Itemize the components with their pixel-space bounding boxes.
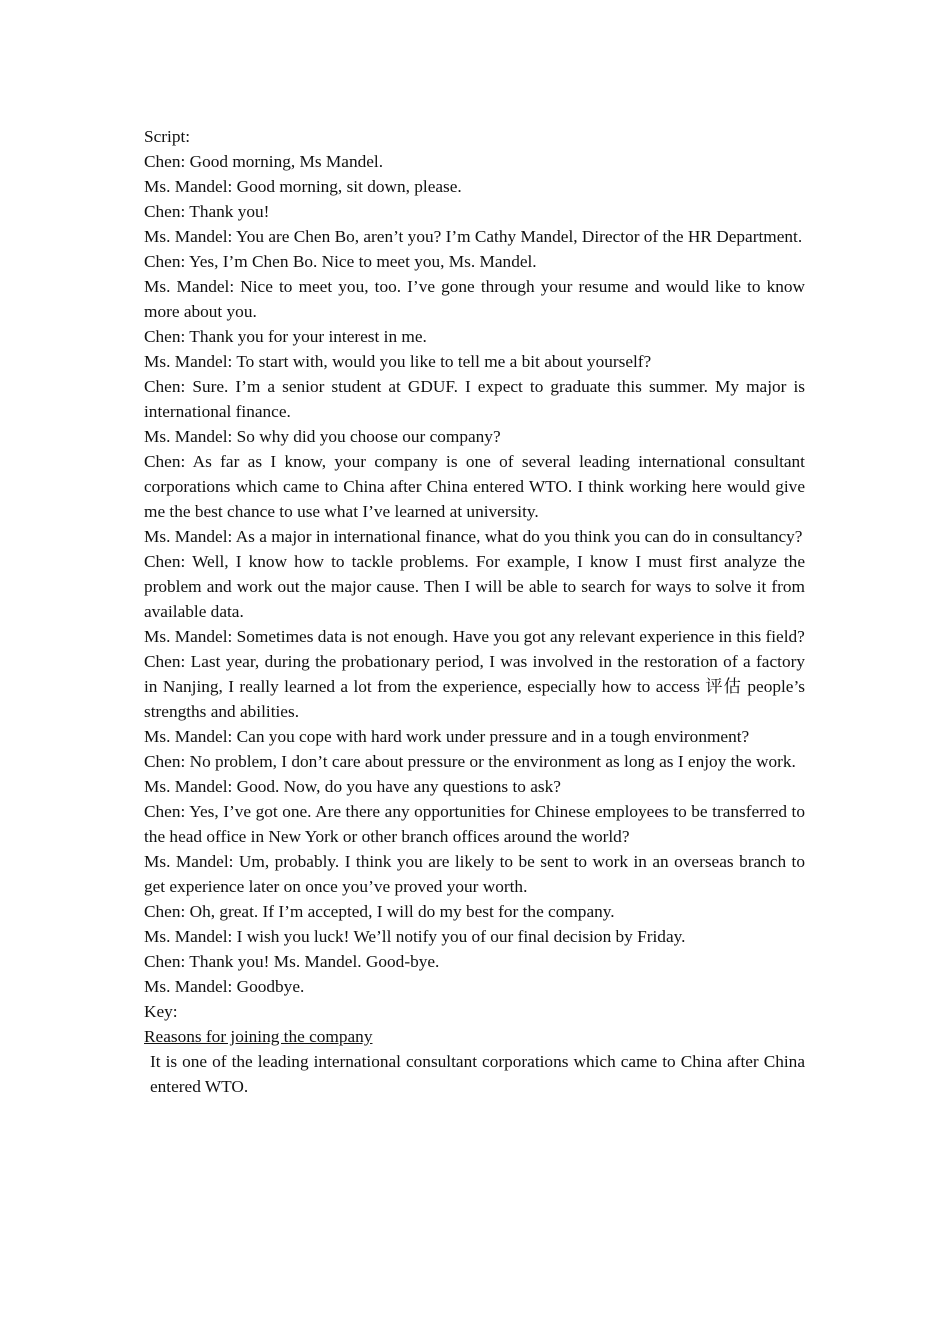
dialogue-line-9: Chen: Sure. I’m a senior student at GDUF. I expect to graduate this summer. My major is international finance. (144, 377, 805, 421)
dialogue-line-5: Chen: Yes, I’m Chen Bo. Nice to meet you, Ms. Mandel. (144, 252, 537, 271)
dialogue-line-7: Chen: Thank you for your interest in me. (144, 327, 427, 346)
dialogue-line-24: Ms. Mandel: Goodbye. (144, 977, 305, 996)
dialogue-line-16: Ms. Mandel: Can you cope with hard work under pressure and in a tough environment? (144, 727, 750, 746)
dialogue-line-18: Ms. Mandel: Good. Now, do you have any questions to ask? (144, 777, 561, 796)
dialogue-line-20: Ms. Mandel: Um, probably. I think you are likely to be sent to work in an overseas branch to get experience later on once you’ve proved your worth. (144, 852, 805, 896)
dialogue-line-21: Chen: Oh, great. If I’m accepted, I will do my best for the company. (144, 902, 615, 921)
dialogue-line-4: Ms. Mandel: You are Chen Bo, aren’t you? I’m Cathy Mandel, Director of the HR Department. (144, 227, 803, 246)
dialogue-line-8: Ms. Mandel: To start with, would you like to tell me a bit about yourself? (144, 352, 652, 371)
key-label: Key: (144, 1002, 178, 1021)
dialogue-line-12: Ms. Mandel: As a major in international finance, what do you think you can do in consultancy? (144, 527, 803, 546)
dialogue-line-23: Chen: Thank you! Ms. Mandel. Good-bye. (144, 952, 440, 971)
dialogue-line-11: Chen: As far as I know, your company is one of several leading international consultant corporations which came to China after China entered WTO. I think working here would give me the best chance to use what I’ve learned at university. (144, 452, 805, 521)
key-heading: Reasons for joining the company (144, 1027, 373, 1046)
key-text: It is one of the leading international consultant corporations which came to China after China entered WTO. (150, 1052, 805, 1096)
dialogue-line-1: Chen: Good morning, Ms Mandel. (144, 152, 384, 171)
dialogue-line-13: Chen: Well, I know how to tackle problems. For example, I know I must first analyze the problem and work out the major cause. Then I will be able to search for ways to solve it from available data. (144, 552, 805, 621)
dialogue-line-2: Ms. Mandel: Good morning, sit down, please. (144, 177, 462, 196)
dialogue-line-6: Ms. Mandel: Nice to meet you, too. I’ve gone through your resume and would like to know more about you. (144, 277, 805, 321)
document-page (144, 124, 805, 1099)
dialogue-line-14: Ms. Mandel: Sometimes data is not enough. Have you got any relevant experience in this field? (144, 627, 805, 646)
dialogue-line-10: Ms. Mandel: So why did you choose our company? (144, 427, 501, 446)
script-label: Script: (144, 127, 191, 146)
key-heading-line (144, 1024, 805, 1049)
dialogue-line-15: Chen: Last year, during the probationary period, I was involved in the restoration of a factory in Nanjing, I really learned a lot from the experience, especially how to access 评估 people’s strengths and abilities. (144, 652, 805, 721)
dialogue-line-19: Chen: Yes, I’ve got one. Are there any opportunities for Chinese employees to be transferred to the head office in New York or other branch offices around the world? (144, 802, 805, 846)
dialogue-line-3: Chen: Thank you! (144, 202, 270, 221)
dialogue-line-17: Chen: No problem, I don’t care about pressure or the environment as long as I enjoy the work. (144, 752, 796, 771)
dialogue-line-22: Ms. Mandel: I wish you luck! We’ll notify you of our final decision by Friday. (144, 927, 686, 946)
